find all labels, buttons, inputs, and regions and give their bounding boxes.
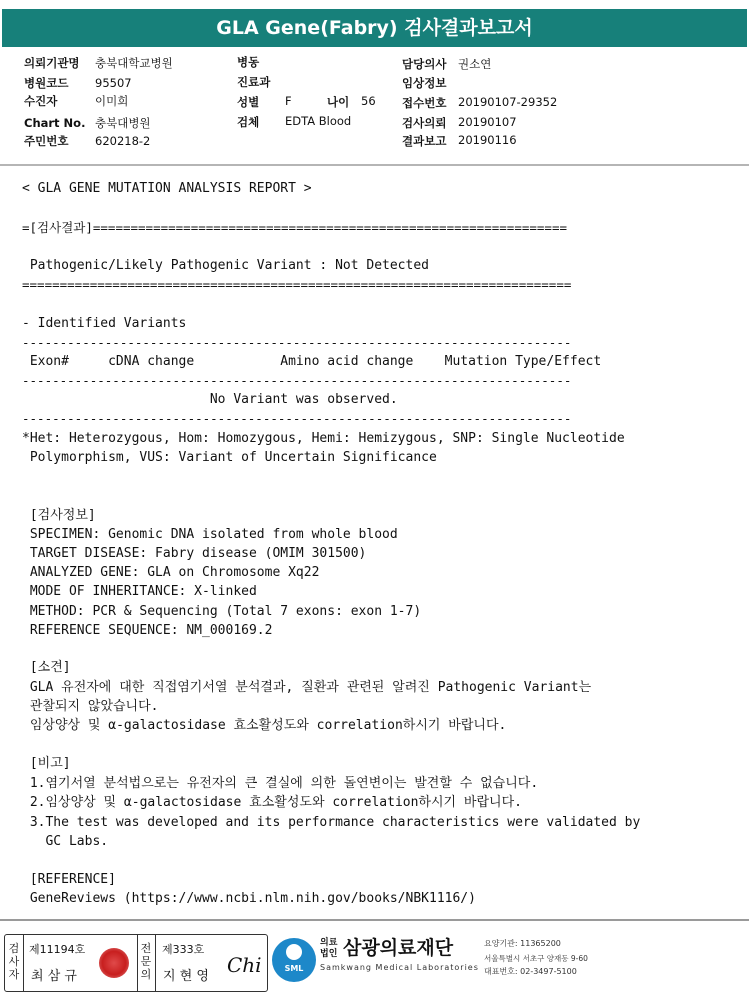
report-banner bbox=[0, 0, 749, 50]
sex-value: F bbox=[285, 94, 292, 108]
physician-label: 담당의사 bbox=[402, 57, 447, 71]
report-date-value: 20190116 bbox=[458, 133, 517, 147]
department-label: 진료과 bbox=[237, 75, 271, 89]
age-value: 56 bbox=[361, 94, 376, 108]
org-name: 삼광의료재단 bbox=[343, 937, 454, 959]
accession-no-value: 20190107-29352 bbox=[458, 95, 558, 109]
reference-line: GeneReviews (https://www.ncbi.nlm.nih.gov/books/NBK1116/) bbox=[22, 891, 476, 906]
tester-label: 검사자 bbox=[8, 942, 20, 981]
tester-name: 최 삼 규 bbox=[31, 969, 77, 984]
specialist-label: 전문의 bbox=[140, 942, 152, 981]
specialist-name: 지 현 영 bbox=[163, 969, 209, 984]
logo-figure-icon bbox=[286, 944, 302, 960]
remark-line: 2.임상양상 및 α-galactosidase 효소활성도와 correlation하시기 바랍니다. bbox=[22, 795, 522, 810]
remark-line: GC Labs. bbox=[22, 834, 109, 849]
report-date-label: 결과보고 bbox=[402, 134, 447, 148]
identified-variants-title: - Identified Variants bbox=[22, 316, 187, 331]
result-section-header: =[검사결과]=============================================================== bbox=[22, 220, 567, 235]
org-registration: 요양기관: 11365200 bbox=[484, 939, 561, 948]
rule-line: ------------------------------------------------------------------------- bbox=[22, 411, 572, 426]
opinion-title: [소견] bbox=[22, 660, 71, 675]
resident-no-label: 주민번호 bbox=[24, 134, 69, 148]
abbreviations: *Het: Heterozygous, Hom: Homozygous, Hemi: Hemizygous, SNP: Single Nucleotide bbox=[22, 431, 625, 446]
chart-no-label: Chart No. bbox=[24, 116, 86, 130]
specimen-value: EDTA Blood bbox=[285, 114, 352, 128]
abbreviations: Polymorphism, VUS: Variant of Uncertain Significance bbox=[22, 450, 437, 465]
org-english-name: Samkwang Medical Laboratories bbox=[320, 963, 479, 972]
sml-logo-icon bbox=[272, 938, 316, 982]
rule-line: ------------------------------------------------------------------------- bbox=[22, 373, 572, 388]
physician-value: 권소연 bbox=[458, 57, 492, 71]
rule-line: ------------------------------------------------------------------------- bbox=[22, 335, 572, 350]
sex-label: 성별 bbox=[237, 95, 260, 109]
test-info-line: TARGET DISEASE: Fabry disease (OMIM 301500) bbox=[22, 546, 367, 561]
separator bbox=[155, 935, 156, 991]
resident-no-value: 620218-2 bbox=[95, 134, 151, 148]
request-date-label: 검사의뢰 bbox=[402, 116, 447, 130]
specimen-label: 검체 bbox=[237, 115, 260, 129]
remark-line: 3.The test was developed and its performance characteristics were validated by bbox=[22, 815, 641, 830]
hospital-code-value: 95507 bbox=[95, 76, 132, 90]
opinion-line: GLA 유전자에 대한 직접염기서열 분석결과, 질환과 관련된 알려진 Pathogenic Variant는 bbox=[22, 680, 592, 695]
accession-no-label: 접수번호 bbox=[402, 96, 447, 110]
signature: Chi bbox=[227, 953, 262, 977]
opinion-line: 관찰되지 않았습니다. bbox=[22, 699, 159, 714]
report-heading: < GLA GENE MUTATION ANALYSIS REPORT > bbox=[22, 181, 312, 196]
patient-label: 수진자 bbox=[24, 94, 58, 108]
divider bbox=[0, 164, 749, 166]
seal-stamp-icon bbox=[99, 948, 129, 978]
org-type: 의료 법인 bbox=[320, 938, 338, 959]
test-info-line: MODE OF INHERITANCE: X-linked bbox=[22, 584, 257, 599]
age-label: 나이 bbox=[327, 95, 350, 109]
footer-divider bbox=[0, 919, 749, 921]
remarks-title: [비고] bbox=[22, 756, 71, 771]
patient-name: 이미희 bbox=[95, 94, 129, 108]
ward-label: 병동 bbox=[237, 55, 260, 69]
report-footer bbox=[0, 928, 749, 998]
org-phone: 대표번호: 02-3497-5100 bbox=[484, 967, 577, 976]
variant-table-header: Exon# cDNA change Amino acid change Mutation Type/Effect bbox=[22, 354, 602, 369]
test-info-line: METHOD: PCR & Sequencing (Total 7 exons: exon 1-7) bbox=[22, 604, 422, 619]
remark-line: 1.염기서열 분석법으로는 유전자의 큰 결실에 의한 돌연변이는 발견할 수 없습니다. bbox=[22, 776, 539, 791]
test-info-title: [검사정보] bbox=[22, 508, 96, 523]
request-date-value: 20190107 bbox=[458, 115, 517, 129]
org-address: 서울특별시 서초구 양재동 9-60 bbox=[484, 954, 588, 963]
separator bbox=[23, 935, 24, 991]
signature-box bbox=[4, 934, 268, 992]
chart-no-value: 충북대병원 bbox=[95, 116, 151, 130]
test-info-line: REFERENCE SEQUENCE: NM_000169.2 bbox=[22, 623, 273, 638]
result-line: Pathogenic/Likely Pathogenic Variant : Not Detected bbox=[22, 258, 429, 273]
requesting-institution-value: 충북대학교병원 bbox=[95, 56, 173, 70]
clinical-info-label: 임상정보 bbox=[402, 76, 447, 90]
opinion-line: 임상양상 및 α-galactosidase 효소활성도와 correlation하시기 바랍니다. bbox=[22, 718, 507, 733]
requesting-institution-label: 의뢰기관명 bbox=[24, 56, 80, 70]
report-title: GLA Gene(Fabry) 검사결과보고서 bbox=[2, 9, 747, 47]
tester-license-no: 제11194호 bbox=[29, 943, 86, 956]
report-body bbox=[22, 170, 722, 920]
test-info-line: ANALYZED GENE: GLA on Chromosome Xq22 bbox=[22, 565, 320, 580]
no-variant-message: No Variant was observed. bbox=[22, 392, 398, 407]
test-info-line: SPECIMEN: Genomic DNA isolated from whole blood bbox=[22, 527, 398, 542]
rule-line: ========================================================================= bbox=[22, 277, 572, 292]
hospital-code-label: 병원코드 bbox=[24, 76, 69, 90]
specialist-license-no: 제333호 bbox=[162, 943, 205, 956]
patient-info bbox=[0, 52, 749, 160]
separator bbox=[137, 935, 138, 991]
logo-text: SML bbox=[284, 964, 304, 973]
reference-title: [REFERENCE] bbox=[22, 872, 116, 887]
